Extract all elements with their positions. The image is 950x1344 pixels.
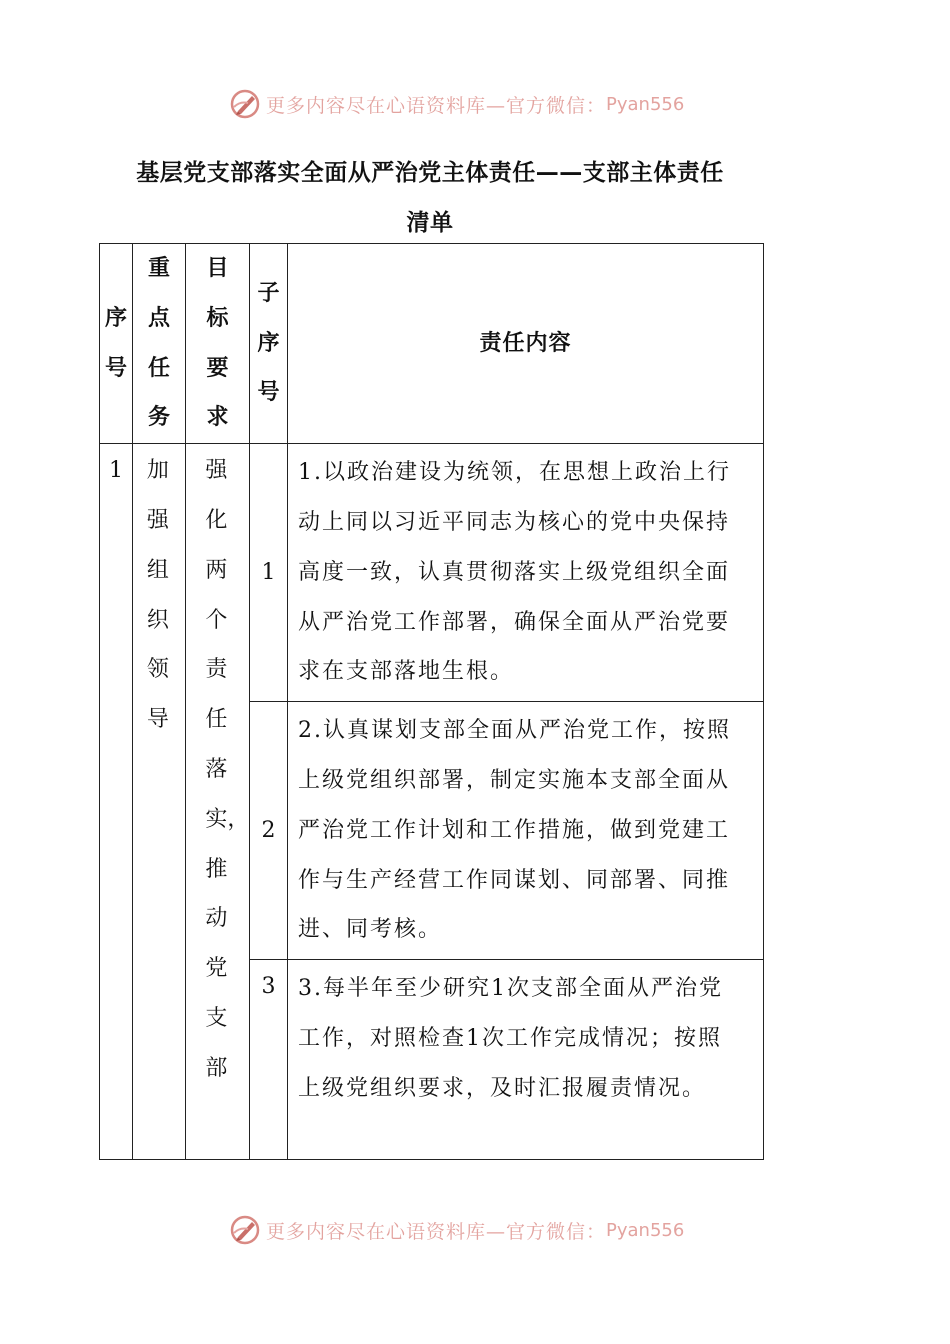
watermark-text: 更多内容尽在心语资料库—官方微信： [266,1220,607,1243]
watermark-footer [228,1210,748,1250]
row-sub-seq: 2 [250,702,288,960]
watermark-wechat-id: Pyan556 [606,93,685,115]
watermark-wechat-id: Pyan556 [606,1219,685,1241]
document-title-line-1: 基层党支部落实全面从严治党主体责任——支部主体责任 [136,160,724,186]
table-header-row [100,244,764,444]
responsibility-table [99,243,764,1160]
pen-logo-icon [228,87,262,121]
header-seq: 序号 [100,244,133,444]
row-content: 1.以政治建设为统领，在思想上政治上行动上同以习近平同志为核心的党中央保持高度一致，认真贯彻落实上级党组织全面从严治党工作部署，确保全面从严治党要求在支部落地生根。 [288,444,764,702]
row-sub-seq: 1 [250,444,288,702]
document-title-line-2: 清单 [406,210,454,236]
row-content: 3.每半年至少研究1次支部全面从严治党工作，对照检查1次工作完成情况；按照上级党组织要求，及时汇报履责情况。 [288,960,764,1160]
row-sub-seq: 3 [250,960,288,1160]
pen-logo-icon [228,1213,262,1247]
table-row [100,444,764,702]
row-key-task: 加强组织领导 [133,444,186,1160]
header-sub-seq: 子序号 [250,244,288,444]
row-seq: 1 [100,444,133,1160]
row-goal: 强化两个责任落实，推动党支部 [186,444,250,1160]
header-content: 责任内容 [288,244,764,444]
header-goal: 目标要求 [186,244,250,444]
header-key-task: 重点任务 [133,244,186,444]
watermark-text: 更多内容尽在心语资料库—官方微信： [266,94,607,117]
row-content: 2.认真谋划支部全面从严治党工作，按照上级党组织部署，制定实施本支部全面从严治党工作计划和工作措施，做到党建工作与生产经营工作同谋划、同部署、同推进、同考核。 [288,702,764,960]
watermark-header [228,84,748,124]
